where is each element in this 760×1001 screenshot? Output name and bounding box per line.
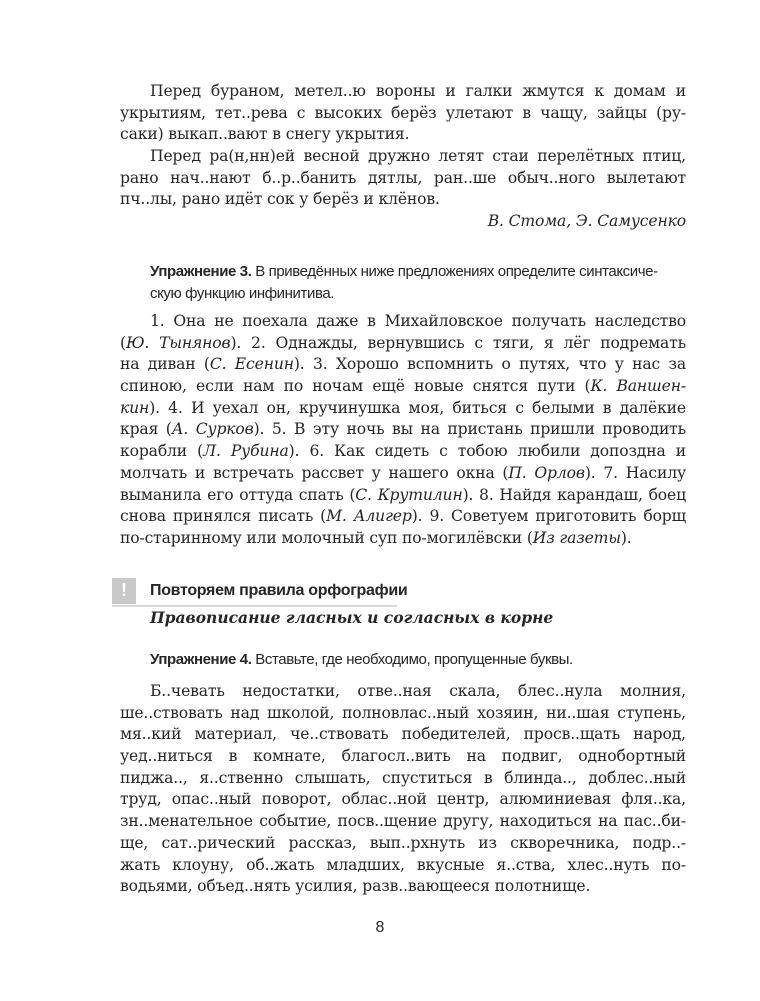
text-segment: молчать и встречать рассвет у нашего окна ( — [120, 463, 509, 482]
text-segment: спиною, если нам по ночам ещё новые снятся пути ( — [120, 377, 591, 396]
text-segment: ше..ствовать над школой, полновлас..ный хозяин, ни..шая ступень, — [120, 703, 686, 722]
exercise-3-task — [150, 261, 686, 305]
passage — [120, 81, 686, 211]
text-line — [120, 768, 686, 790]
text-line — [120, 376, 686, 398]
section-divider — [112, 605, 397, 607]
text-line — [120, 81, 686, 103]
page-number: 8 — [375, 919, 385, 936]
text-line — [120, 146, 686, 168]
text-segment: Перед ра(н,нн)ей весной дружно летят стаи перелётных птиц, — [150, 147, 686, 166]
text-line — [120, 528, 686, 550]
exercise-4-task-line: Вставьте, где необходимо, пропущенные буквы. — [255, 651, 573, 668]
exercise-4-body — [120, 681, 686, 898]
text-segment: ). 2. Однажды, вернувшись с тяги, я лёг подремать — [230, 333, 686, 352]
text-segment: уед..ниться в комнате, благосл..вить на подвиг, однобортный — [120, 747, 686, 766]
text-segment: мя..кий материал, че..ствовать победителей, просв..щать народ, — [120, 725, 686, 744]
text-line — [120, 103, 686, 125]
section-title: Повторяем правила орфографии — [150, 582, 408, 599]
passage-author: В. Стома, Э. Самусенко — [487, 212, 686, 230]
text-line — [120, 333, 686, 355]
citation: А. Сурков — [171, 420, 254, 439]
text-segment: 1. Она не поехала даже в Михайловское получать наследство — [150, 312, 686, 330]
text-segment: ). 5. В эту ночь вы на пристань пришли проводить — [253, 420, 686, 439]
citation: кин — [120, 398, 150, 417]
text-line — [120, 441, 686, 463]
text-segment: жать клоуну, об..жать младших, вкусные я..ства, хлес..нуть по- — [120, 855, 686, 874]
citation: С. Есенин — [209, 355, 294, 374]
text-segment: водьями, объед..нять усилия, разв..вающееся полотнище. — [120, 877, 591, 896]
text-segment: ). 4. И уехал он, кручинушка моя, биться с белыми в далёкие — [149, 398, 686, 417]
exercise-4-task — [150, 649, 686, 671]
text-line — [120, 703, 686, 725]
text-segment: ( — [120, 333, 126, 352]
text-segment: саки) выкап..вают в снегу укрытия. — [120, 125, 410, 144]
text-segment: выманила его оттуда спать ( — [120, 485, 356, 504]
text-segment: Б..чевать недостатки, отве..ная скала, блес..нула молния, — [150, 682, 686, 700]
text-line — [120, 189, 686, 211]
text-line — [120, 398, 686, 420]
text-segment: ). 7. Насилу — [584, 463, 686, 482]
text-line — [120, 124, 686, 146]
text-line — [120, 681, 686, 703]
text-segment: ). 6. Как сидеть с тобою любили допоздна и — [288, 442, 686, 461]
text-segment: ще, сат..рический рассказ, вып..рхнуть из скворечника, подр..- — [120, 833, 686, 852]
text-line — [120, 311, 686, 333]
text-segment: пч..лы, рано идёт сок у берёз и клёнов. — [120, 190, 440, 209]
text-line — [120, 833, 686, 855]
text-segment: ). 9. Советуем приготовить борщ — [411, 507, 686, 526]
exercise-3-task-line: В приведённых ниже предложениях определите синтаксиче- — [255, 263, 658, 280]
text-line — [120, 724, 686, 746]
citation: М. Алигер — [326, 507, 412, 526]
text-segment: Перед бураном, метел..ю вороны и галки жмутся к домам и — [150, 82, 686, 100]
citation: Ю. Тынянов — [125, 333, 231, 352]
citation: С. Крутилин — [355, 485, 463, 504]
text-line — [120, 168, 686, 190]
text-segment: ). 3. Хорошо вспомнить о путях, что у нас за — [293, 355, 686, 374]
text-segment: края ( — [120, 420, 172, 439]
exercise-3-body — [120, 311, 686, 550]
exercise-3-label: Упражнение 3. — [150, 263, 252, 280]
citation: П. Орлов — [508, 463, 585, 482]
citation: Из газеты — [532, 528, 621, 547]
text-segment: корабли ( — [120, 442, 204, 461]
text-line — [120, 485, 686, 507]
text-line — [120, 855, 686, 877]
text-line — [120, 463, 686, 485]
text-segment: по-старинному или молочный суп по-могилёвски ( — [120, 528, 533, 547]
text-line — [120, 746, 686, 768]
text-segment: ). 8. Найдя карандаш, боец — [462, 485, 686, 504]
text-line — [120, 811, 686, 833]
text-segment: зн..менательное событие, посв..щение другу, находиться на пас..би- — [120, 812, 686, 831]
text-segment: укрытиям, тет..рева с высоких берёз улетают в чащу, зайцы (ру- — [120, 103, 686, 122]
text-segment: рано нач..нают б..р..банить дятлы, ран..ше обыч..ного вылетают — [120, 168, 686, 187]
citation: К. Ваншен- — [590, 377, 686, 396]
text-segment: труд, опас..ный поворот, облас..ной центр, алюминиевая фля..ка, — [120, 790, 686, 809]
exercise-3-task-line: скую функцию инфинитива. — [150, 285, 335, 302]
text-line — [120, 354, 686, 376]
section-subtitle: Правописание гласных и согласных в корне — [150, 608, 554, 627]
text-segment: на диван ( — [120, 355, 210, 374]
text-segment: пиджа.., я..ственно слышать, спуститься в блинда.., доблес..ный — [120, 768, 686, 787]
text-segment: снова принялся писать ( — [120, 507, 327, 526]
text-line — [120, 419, 686, 441]
text-line — [120, 789, 686, 811]
text-segment: ). — [620, 528, 632, 547]
text-line — [120, 876, 686, 898]
citation: Л. Рубина — [203, 442, 289, 461]
exclamation-icon: ! — [112, 578, 136, 604]
text-line — [120, 506, 686, 528]
exercise-4-label: Упражнение 4. — [150, 651, 252, 668]
